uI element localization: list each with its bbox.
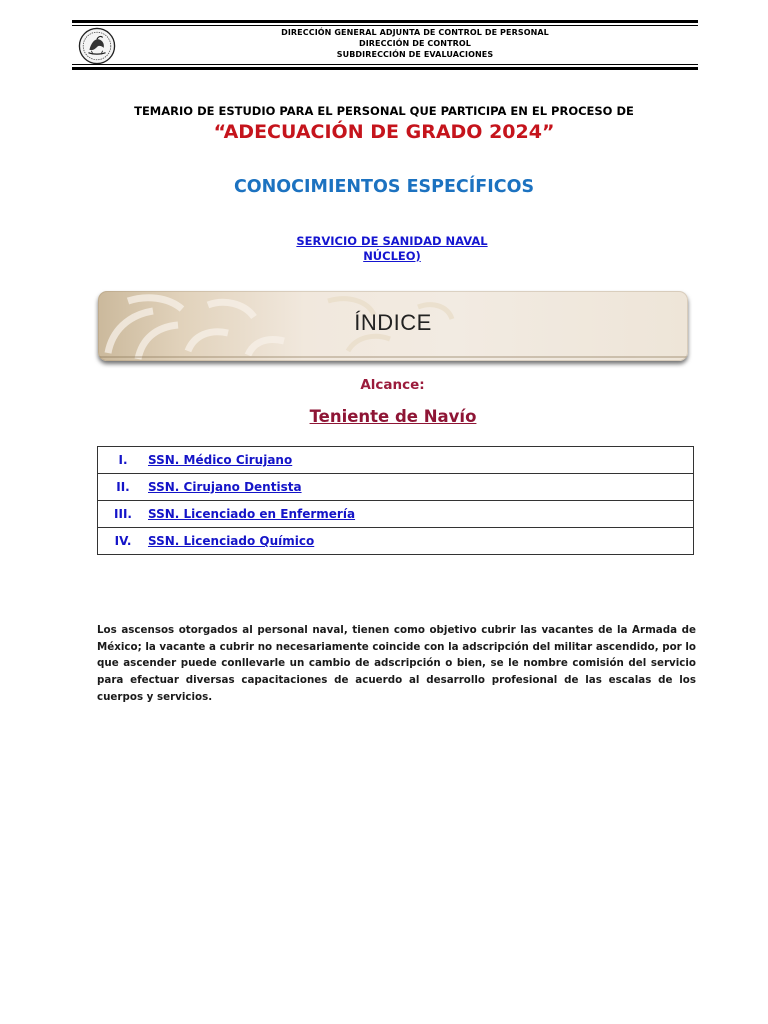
toc-item — [148, 528, 694, 555]
toc-table — [97, 446, 694, 555]
toc-item — [148, 447, 694, 474]
header-rule-bottom-thin — [72, 64, 698, 65]
toc-number: IV. — [98, 528, 149, 555]
body-paragraph: Los ascensos otorgados al personal naval, tienen como objetivo cubrir las vacantes de la Armada de México; la vacante a cubrir no necesariamente coincide con la adscripción del militar ascendido, por lo que ascender puede conllevarle un cambio de adscripción o bien, se le nombre comisión del servicio para efectuar diversas capacitaciones de acuerdo al desarrollo profesional de las escalas de los cuerpos y servicios. — [97, 624, 696, 703]
intro-line: TEMARIO DE ESTUDIO PARA EL PERSONAL QUE PARTICIPA EN EL PROCESO DE — [134, 104, 634, 118]
mexican-coat-of-arms-seal-icon — [78, 27, 116, 65]
toc-link-licenciado-quimico[interactable]: SSN. Licenciado Químico — [148, 534, 315, 548]
document-header — [72, 20, 698, 70]
header-rule-top-thin — [72, 25, 698, 26]
service-link[interactable] — [0, 234, 768, 264]
header-line-2: DIRECCIÓN DE CONTROL — [358, 39, 471, 48]
table-row — [98, 474, 694, 501]
header-text — [132, 27, 698, 60]
scope-label: Alcance: — [360, 377, 425, 393]
toc-link-medico-cirujano[interactable]: SSN. Médico Cirujano — [148, 453, 293, 467]
toc-item — [148, 501, 694, 528]
rank-text: Teniente de Navío — [309, 407, 477, 426]
index-banner — [98, 291, 688, 361]
toc-item — [148, 474, 694, 501]
main-title: “ADECUACIÓN DE GRADO 2024” — [213, 121, 555, 143]
header-line-3: SUBDIRECCIÓN DE EVALUACIONES — [336, 50, 494, 59]
table-row — [98, 447, 694, 474]
toc-number: II. — [98, 474, 149, 501]
toc-link-licenciado-enfermeria[interactable]: SSN. Licenciado en Enfermería — [148, 507, 356, 521]
rank-title — [0, 407, 768, 426]
table-row — [98, 528, 694, 555]
header-rule-top — [72, 20, 698, 23]
table-row — [98, 501, 694, 528]
service-line-2[interactable]: NÚCLEO) — [363, 249, 421, 263]
service-line-1[interactable]: SERVICIO DE SANIDAD NAVAL — [296, 234, 488, 248]
section-title: CONOCIMIENTOS ESPECÍFICOS — [233, 177, 535, 197]
toc-link-cirujano-dentista[interactable]: SSN. Cirujano Dentista — [148, 480, 302, 494]
header-line-1: DIRECCIÓN GENERAL ADJUNTA DE CONTROL DE PERSONAL — [281, 28, 549, 37]
toc-number: I. — [98, 447, 149, 474]
header-rule-bottom — [72, 67, 698, 70]
toc-number: III. — [98, 501, 149, 528]
index-title: ÍNDICE — [354, 310, 432, 335]
